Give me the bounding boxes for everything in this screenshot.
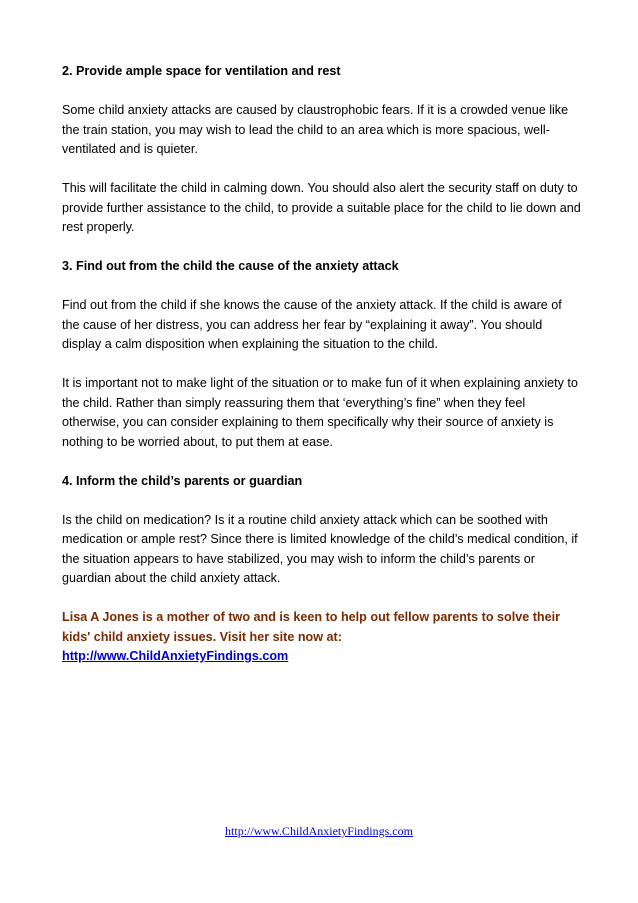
page-footer [0,824,638,839]
section-inform-parents [62,472,582,589]
author-bio-text: Lisa A Jones is a mother of two and is keen to help out fellow parents to solve their kids' child anxiety issues. Visit her site now at: [62,610,561,644]
paragraph: Is the child on medication? Is it a routine child anxiety attack which can be soothed with medication or ample rest? Since there is limited knowledge of the child’s medical condition, if the situation appears to have stabilized, you may wish to inform the child’s parents or guardian about the child anxiety attack. [62,512,578,585]
section-heading: 4. Inform the child’s parents or guardian [62,473,303,488]
footer-site-link[interactable]: http://www.ChildAnxietyFindings.com [225,824,413,838]
paragraph: Some child anxiety attacks are caused by claustrophobic fears. If it is a crowded venue like the train station, you may wish to lead the child to an area which is more spacious, well-ventilated and is quieter. [62,103,569,156]
document-body [62,62,582,667]
author-site-link[interactable]: http://www.ChildAnxietyFindings.com [62,649,289,663]
section-heading: 2. Provide ample space for ventilation and rest [62,64,341,78]
section-find-cause [62,257,582,452]
author-bio [62,608,582,667]
paragraph: It is important not to make light of the situation or to make fun of it when explaining anxiety to the child. Rather than simply reassuring them that ‘everything’s fine” when they feel otherwise, you can consider explaining to them specifically why their source of anxiety is nothing to be worried about, to put them at ease. [62,376,578,449]
paragraph: Find out from the child if she knows the cause of the anxiety attack. If the child is aware of the cause of her distress, you can address her fear by “explaining it away”. You should display a calm disposition when explaining the situation to the child. [62,298,562,351]
paragraph: This will facilitate the child in calming down. You should also alert the security staff on duty to provide further assistance to the child, to provide a suitable place for the child to lie down and rest properly. [62,181,581,234]
section-heading: 3. Find out from the child the cause of the anxiety attack [62,259,399,273]
section-ventilation [62,62,582,238]
